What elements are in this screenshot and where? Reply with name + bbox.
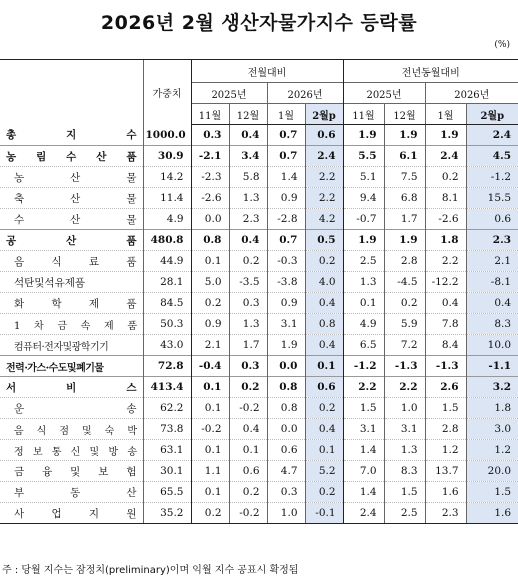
- row-weight: 480.8: [143, 230, 191, 251]
- row-value: -0.2: [229, 398, 267, 419]
- header-yoy: 전년동월대비: [343, 60, 518, 83]
- row-value: 1.5: [343, 398, 384, 419]
- row-label: 축 산 물: [0, 188, 143, 209]
- header-mom-2025: 2025년: [191, 83, 267, 104]
- row-value: 1.7: [384, 209, 425, 230]
- row-value: 0.1: [191, 377, 229, 398]
- row-value: 8.3: [384, 461, 425, 482]
- row-weight: 63.1: [143, 440, 191, 461]
- row-weight: 50.3: [143, 314, 191, 335]
- row-value: 2.2: [305, 188, 343, 209]
- row-value: 0.2: [305, 251, 343, 272]
- row-value: 2.2: [343, 377, 384, 398]
- row-value: 1.9: [343, 125, 384, 146]
- row-value: 7.5: [384, 167, 425, 188]
- row-value: 1.7: [229, 335, 267, 356]
- row-value: 6.1: [384, 146, 425, 167]
- row-value: 4.9: [343, 314, 384, 335]
- row-value: 5.2: [305, 461, 343, 482]
- table-row: [0, 167, 518, 188]
- row-value: 0.8: [267, 377, 305, 398]
- row-value: 0.9: [267, 293, 305, 314]
- header-weight: 가중치: [143, 60, 191, 125]
- row-value: 0.4: [305, 335, 343, 356]
- row-weight: 44.9: [143, 251, 191, 272]
- row-value: 0.1: [191, 398, 229, 419]
- row-label: 수 산 물: [0, 209, 143, 230]
- row-value: 1.9: [384, 125, 425, 146]
- row-value: 2.4: [425, 146, 466, 167]
- row-value: 0.1: [191, 440, 229, 461]
- row-weight: 11.4: [143, 188, 191, 209]
- row-value: 4.7: [267, 461, 305, 482]
- row-value: 1.3: [229, 314, 267, 335]
- row-value: 0.4: [229, 230, 267, 251]
- row-value: 0.0: [267, 419, 305, 440]
- row-value: 0.0: [191, 209, 229, 230]
- row-value: 0.4: [305, 419, 343, 440]
- row-value: 4.5: [466, 146, 518, 167]
- page-title: 2026년 2월 생산자물가지수 등락률: [100, 12, 418, 34]
- row-value: 1.8: [425, 230, 466, 251]
- row-value: -0.3: [267, 251, 305, 272]
- row-value: 4.2: [305, 209, 343, 230]
- row-weight: 35.2: [143, 503, 191, 524]
- row-value: 1.5: [384, 482, 425, 503]
- header-yoy-2026: 2026년: [425, 83, 518, 104]
- row-value: 1.3: [384, 440, 425, 461]
- row-label: 금 융 및 보 험: [0, 461, 143, 482]
- row-value: 2.4: [466, 125, 518, 146]
- row-value: 0.4: [466, 293, 518, 314]
- row-value: -4.5: [384, 272, 425, 293]
- row-value: 7.8: [425, 314, 466, 335]
- row-label: 컴퓨터·전자및광학기기: [0, 335, 143, 356]
- table-row: [0, 251, 518, 272]
- row-value: 3.1: [267, 314, 305, 335]
- header-yoy-2025: 2025년: [343, 83, 425, 104]
- row-value: 2.6: [425, 377, 466, 398]
- row-value: 2.4: [305, 146, 343, 167]
- row-value: 0.7: [267, 146, 305, 167]
- table-row: [0, 335, 518, 356]
- header-m2p: 2월p: [305, 104, 343, 125]
- row-value: 6.5: [343, 335, 384, 356]
- row-value: 0.2: [229, 377, 267, 398]
- row-value: 0.3: [229, 356, 267, 377]
- unit-label: (%): [494, 40, 510, 50]
- row-weight: 30.1: [143, 461, 191, 482]
- row-value: 2.1: [466, 251, 518, 272]
- table-row: [0, 440, 518, 461]
- row-weight: 84.5: [143, 293, 191, 314]
- row-value: 3.0: [466, 419, 518, 440]
- row-value: 0.1: [305, 356, 343, 377]
- row-value: 2.5: [384, 503, 425, 524]
- row-label: 1 차 금 속 제 품: [0, 314, 143, 335]
- row-value: 0.2: [229, 482, 267, 503]
- row-value: 7.0: [343, 461, 384, 482]
- row-value: 0.5: [305, 230, 343, 251]
- row-value: -1.2: [343, 356, 384, 377]
- table-row: [0, 230, 518, 251]
- row-value: -0.7: [343, 209, 384, 230]
- row-value: 0.3: [229, 293, 267, 314]
- row-value: 0.7: [267, 230, 305, 251]
- row-weight: 1000.0: [143, 125, 191, 146]
- row-weight: 62.2: [143, 398, 191, 419]
- row-value: 2.3: [466, 230, 518, 251]
- row-label: 정 보 통 신 및 방 송: [0, 440, 143, 461]
- table-row: [0, 398, 518, 419]
- row-value: 1.4: [267, 167, 305, 188]
- row-value: 5.5: [343, 146, 384, 167]
- row-value: 1.3: [229, 188, 267, 209]
- row-value: 15.5: [466, 188, 518, 209]
- table-row: [0, 209, 518, 230]
- table-row: [0, 146, 518, 167]
- row-weight: 30.9: [143, 146, 191, 167]
- row-value: 9.4: [343, 188, 384, 209]
- row-value: 2.2: [425, 251, 466, 272]
- row-value: 0.3: [267, 482, 305, 503]
- row-value: 0.8: [191, 230, 229, 251]
- row-value: 1.4: [343, 482, 384, 503]
- row-value: 2.2: [384, 377, 425, 398]
- header-item: [0, 60, 143, 125]
- row-value: 0.9: [267, 188, 305, 209]
- row-label: 농 림 수 산 품: [0, 146, 143, 167]
- row-value: -2.6: [191, 188, 229, 209]
- row-value: 1.9: [343, 230, 384, 251]
- row-value: 0.4: [305, 293, 343, 314]
- row-value: 0.1: [191, 482, 229, 503]
- row-value: 1.2: [425, 440, 466, 461]
- row-label: 공 산 품: [0, 230, 143, 251]
- row-value: 0.8: [305, 314, 343, 335]
- row-value: 2.1: [191, 335, 229, 356]
- row-value: -1.3: [384, 356, 425, 377]
- row-weight: 4.9: [143, 209, 191, 230]
- row-weight: 413.4: [143, 377, 191, 398]
- header-m1: 1월: [267, 104, 305, 125]
- row-value: 0.6: [466, 209, 518, 230]
- table-row: [0, 188, 518, 209]
- header-m12: 12월: [384, 104, 425, 125]
- row-value: 0.1: [343, 293, 384, 314]
- row-value: 0.6: [305, 377, 343, 398]
- row-label: 농 산 물: [0, 167, 143, 188]
- table-row: [0, 482, 518, 503]
- row-value: -0.1: [305, 503, 343, 524]
- row-value: -0.4: [191, 356, 229, 377]
- row-value: 0.2: [305, 398, 343, 419]
- row-value: 0.1: [305, 440, 343, 461]
- header-mom: 전월대비: [191, 60, 343, 83]
- row-value: 0.2: [191, 293, 229, 314]
- row-value: 5.1: [343, 167, 384, 188]
- row-value: -3.8: [267, 272, 305, 293]
- header-m2p: 2월p: [466, 104, 518, 125]
- row-value: 1.5: [466, 482, 518, 503]
- row-value: 2.2: [305, 167, 343, 188]
- row-value: 0.8: [267, 398, 305, 419]
- row-value: 2.5: [343, 251, 384, 272]
- table-row: [0, 377, 518, 398]
- row-value: 3.4: [229, 146, 267, 167]
- row-label: 서 비 스: [0, 377, 143, 398]
- row-value: 1.9: [425, 125, 466, 146]
- row-value: 1.0: [384, 398, 425, 419]
- row-value: 0.6: [229, 461, 267, 482]
- row-value: 3.1: [384, 419, 425, 440]
- row-label: 사 업 지 원: [0, 503, 143, 524]
- row-value: 8.3: [466, 314, 518, 335]
- row-value: 2.8: [425, 419, 466, 440]
- row-value: 0.6: [267, 440, 305, 461]
- row-value: -2.3: [191, 167, 229, 188]
- row-value: 1.4: [343, 440, 384, 461]
- table-row: [0, 503, 518, 524]
- header-mom-2026: 2026년: [267, 83, 343, 104]
- row-value: -1.2: [466, 167, 518, 188]
- table-row: [0, 356, 518, 377]
- row-weight: 72.8: [143, 356, 191, 377]
- row-weight: 43.0: [143, 335, 191, 356]
- row-value: 1.6: [466, 503, 518, 524]
- row-value: 0.2: [229, 251, 267, 272]
- row-value: 3.2: [466, 377, 518, 398]
- row-value: 0.4: [229, 419, 267, 440]
- row-weight: 73.8: [143, 419, 191, 440]
- row-value: 2.8: [384, 251, 425, 272]
- row-value: -12.2: [425, 272, 466, 293]
- row-label: 화 학 제 품: [0, 293, 143, 314]
- table-row: [0, 293, 518, 314]
- header-m12: 12월: [229, 104, 267, 125]
- row-value: 8.4: [425, 335, 466, 356]
- row-value: 0.1: [191, 251, 229, 272]
- table-row: [0, 419, 518, 440]
- table-body: [0, 125, 518, 524]
- row-value: 20.0: [466, 461, 518, 482]
- row-value: -0.2: [229, 503, 267, 524]
- row-value: 13.7: [425, 461, 466, 482]
- row-value: 0.2: [191, 503, 229, 524]
- row-value: -2.6: [425, 209, 466, 230]
- row-value: 2.3: [229, 209, 267, 230]
- row-label: 부 동 산: [0, 482, 143, 503]
- row-value: 2.4: [343, 503, 384, 524]
- header-m1: 1월: [425, 104, 466, 125]
- row-value: 0.7: [267, 125, 305, 146]
- row-value: 1.9: [384, 230, 425, 251]
- row-value: 0.6: [305, 125, 343, 146]
- header-m11: 11월: [191, 104, 229, 125]
- row-value: -1.3: [425, 356, 466, 377]
- row-value: -8.1: [466, 272, 518, 293]
- row-value: -0.2: [191, 419, 229, 440]
- row-value: 1.9: [267, 335, 305, 356]
- row-value: 6.8: [384, 188, 425, 209]
- row-value: 1.5: [425, 398, 466, 419]
- table-row: [0, 461, 518, 482]
- row-weight: 65.5: [143, 482, 191, 503]
- row-value: 0.2: [384, 293, 425, 314]
- row-value: 0.2: [305, 482, 343, 503]
- row-value: -2.8: [267, 209, 305, 230]
- table-row: [0, 314, 518, 335]
- row-weight: 28.1: [143, 272, 191, 293]
- row-value: -1.1: [466, 356, 518, 377]
- row-value: 0.3: [191, 125, 229, 146]
- row-label: 전력·가스·수도및폐기물: [0, 356, 143, 377]
- row-label: 음 식 점 및 숙 박: [0, 419, 143, 440]
- row-value: 0.0: [267, 356, 305, 377]
- row-value: 3.1: [343, 419, 384, 440]
- row-value: 1.3: [343, 272, 384, 293]
- row-value: -2.1: [191, 146, 229, 167]
- row-value: 4.0: [305, 272, 343, 293]
- table-row: [0, 272, 518, 293]
- row-value: 5.8: [229, 167, 267, 188]
- row-label: 총 지 수: [6, 129, 137, 142]
- row-label: 운 송: [0, 398, 143, 419]
- row-value: -3.5: [229, 272, 267, 293]
- table-row: [0, 125, 518, 146]
- row-value: 1.8: [466, 398, 518, 419]
- header-m11: 11월: [343, 104, 384, 125]
- row-value: 0.9: [191, 314, 229, 335]
- row-value: 7.2: [384, 335, 425, 356]
- row-value: 0.4: [229, 125, 267, 146]
- row-value: 0.4: [425, 293, 466, 314]
- row-value: 1.6: [425, 482, 466, 503]
- row-value: 0.2: [425, 167, 466, 188]
- row-value: 1.1: [191, 461, 229, 482]
- row-value: 10.0: [466, 335, 518, 356]
- row-value: 2.3: [425, 503, 466, 524]
- row-label: 석탄및석유제품: [0, 272, 143, 293]
- ppi-table: [0, 59, 518, 524]
- row-value: 8.1: [425, 188, 466, 209]
- row-value: 5.9: [384, 314, 425, 335]
- row-label: 음 식 료 품: [0, 251, 143, 272]
- row-value: 0.1: [229, 440, 267, 461]
- row-value: 5.0: [191, 272, 229, 293]
- row-weight: 14.2: [143, 167, 191, 188]
- footnote: 주 : 당월 지수는 잠정치(preliminary)이며 익월 지수 공표시 확정됨: [2, 565, 299, 576]
- row-value: 1.0: [267, 503, 305, 524]
- row-value: 1.2: [466, 440, 518, 461]
